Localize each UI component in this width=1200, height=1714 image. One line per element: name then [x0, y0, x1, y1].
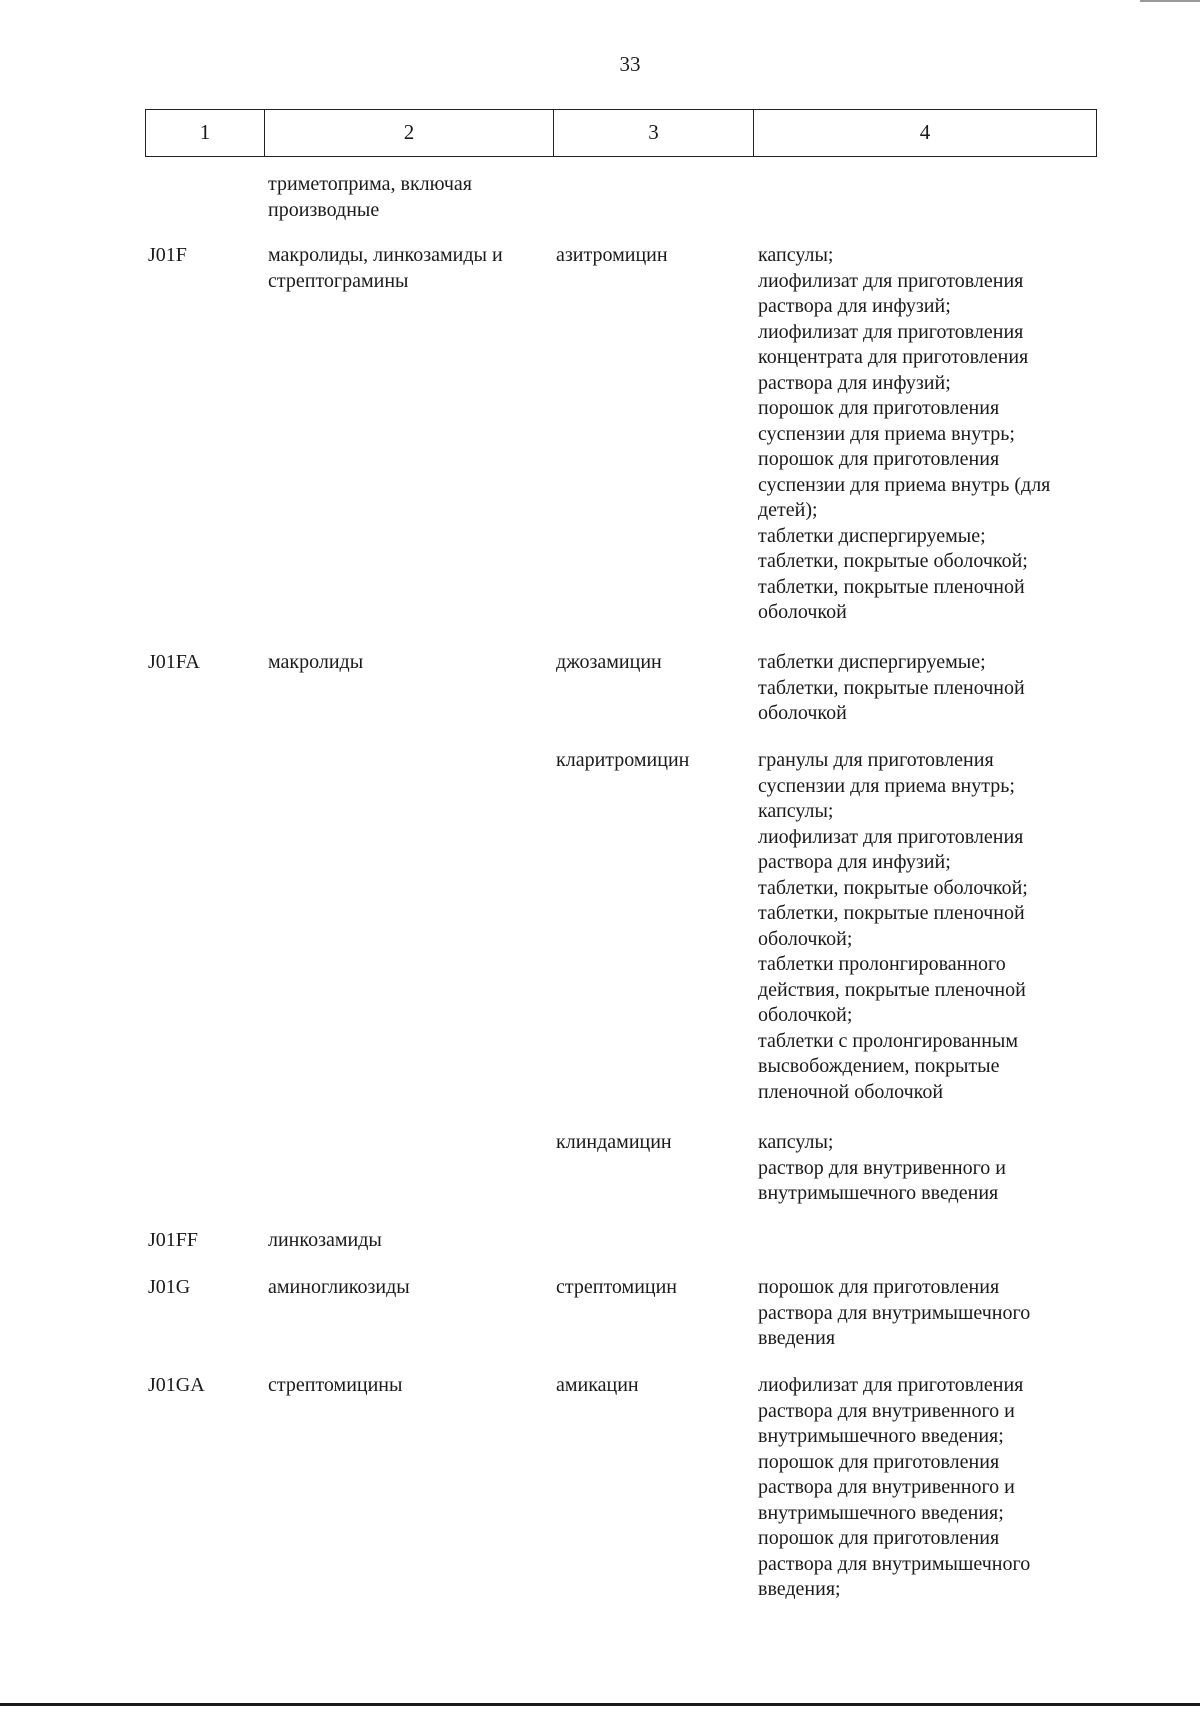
header-col-2: 2: [264, 110, 553, 156]
dosage-forms: лиофилизат для приготовления раствора для внутривенного и внутримышечного введения; порошок для приготовления раствора для внутривенного и внутримышечного введения; порошок для приготовления раствора для внутримышечного введения;: [758, 1374, 1031, 1600]
atc-code: J01FF: [148, 1229, 199, 1251]
dosage-forms: гранулы для приготовления суспензии для приема внутрь; капсулы; лиофилизат для приготовления раствора для инфузий; таблетки, покрытые оболочкой; таблетки, покрытые пленочной оболочкой; таблетки пролонгированного действия, покрытые пленочной оболочкой; таблетки с пролонгированным высвобождением, покрытые пленочной оболочкой: [758, 749, 1028, 1103]
anatomical-group: стрептомицины: [268, 1374, 403, 1396]
scan-bottom-border: [0, 1703, 1200, 1706]
atc-code: J01GA: [148, 1374, 205, 1396]
page-number: 33: [619, 52, 641, 76]
dosage-forms: капсулы; лиофилизат для приготовления раствора для инфузий; лиофилизат для приготовления концентрата для приготовления раствора для инфузий; порошок для приготовления суспензии для приема внутрь; порошок для приготовления суспензии для приема внутрь (для детей); таблетки диспергируемые; таблетки, покрытые оболочкой; таблетки, покрытые пленочной оболочкой: [758, 244, 1051, 623]
drug-name: джозамицин: [556, 651, 662, 673]
drug-name: кларитромицин: [556, 749, 690, 771]
header-col-3: 3: [553, 110, 753, 156]
dosage-forms: таблетки диспергируемые; таблетки, покрытые пленочной оболочкой: [758, 651, 1025, 724]
drug-name: клиндамицин: [556, 1131, 672, 1153]
table-header: [145, 109, 1097, 157]
header-col-4: 4: [753, 110, 1096, 156]
anatomical-group: макролиды, линкозамиды и стрептограмины: [268, 244, 503, 292]
anatomical-group: триметоприма, включая производные: [268, 173, 472, 221]
dosage-forms: порошок для приготовления раствора для внутримышечного введения: [758, 1276, 1031, 1349]
header-col-1: 1: [199, 120, 211, 145]
anatomical-group: аминогликозиды: [268, 1276, 410, 1298]
drug-name: стрептомицин: [556, 1276, 678, 1298]
anatomical-group: макролиды: [268, 651, 364, 673]
drug-name: азитромицин: [556, 244, 668, 266]
scan-edge-mark: [1140, 0, 1200, 2]
atc-code: J01FA: [148, 651, 200, 673]
drug-name: амикацин: [556, 1374, 639, 1396]
dosage-forms: капсулы; раствор для внутривенного и внутримышечного введения: [758, 1131, 1007, 1204]
atc-code: J01G: [148, 1276, 191, 1298]
anatomical-group: линкозамиды: [268, 1229, 382, 1251]
atc-code: J01F: [148, 244, 187, 266]
